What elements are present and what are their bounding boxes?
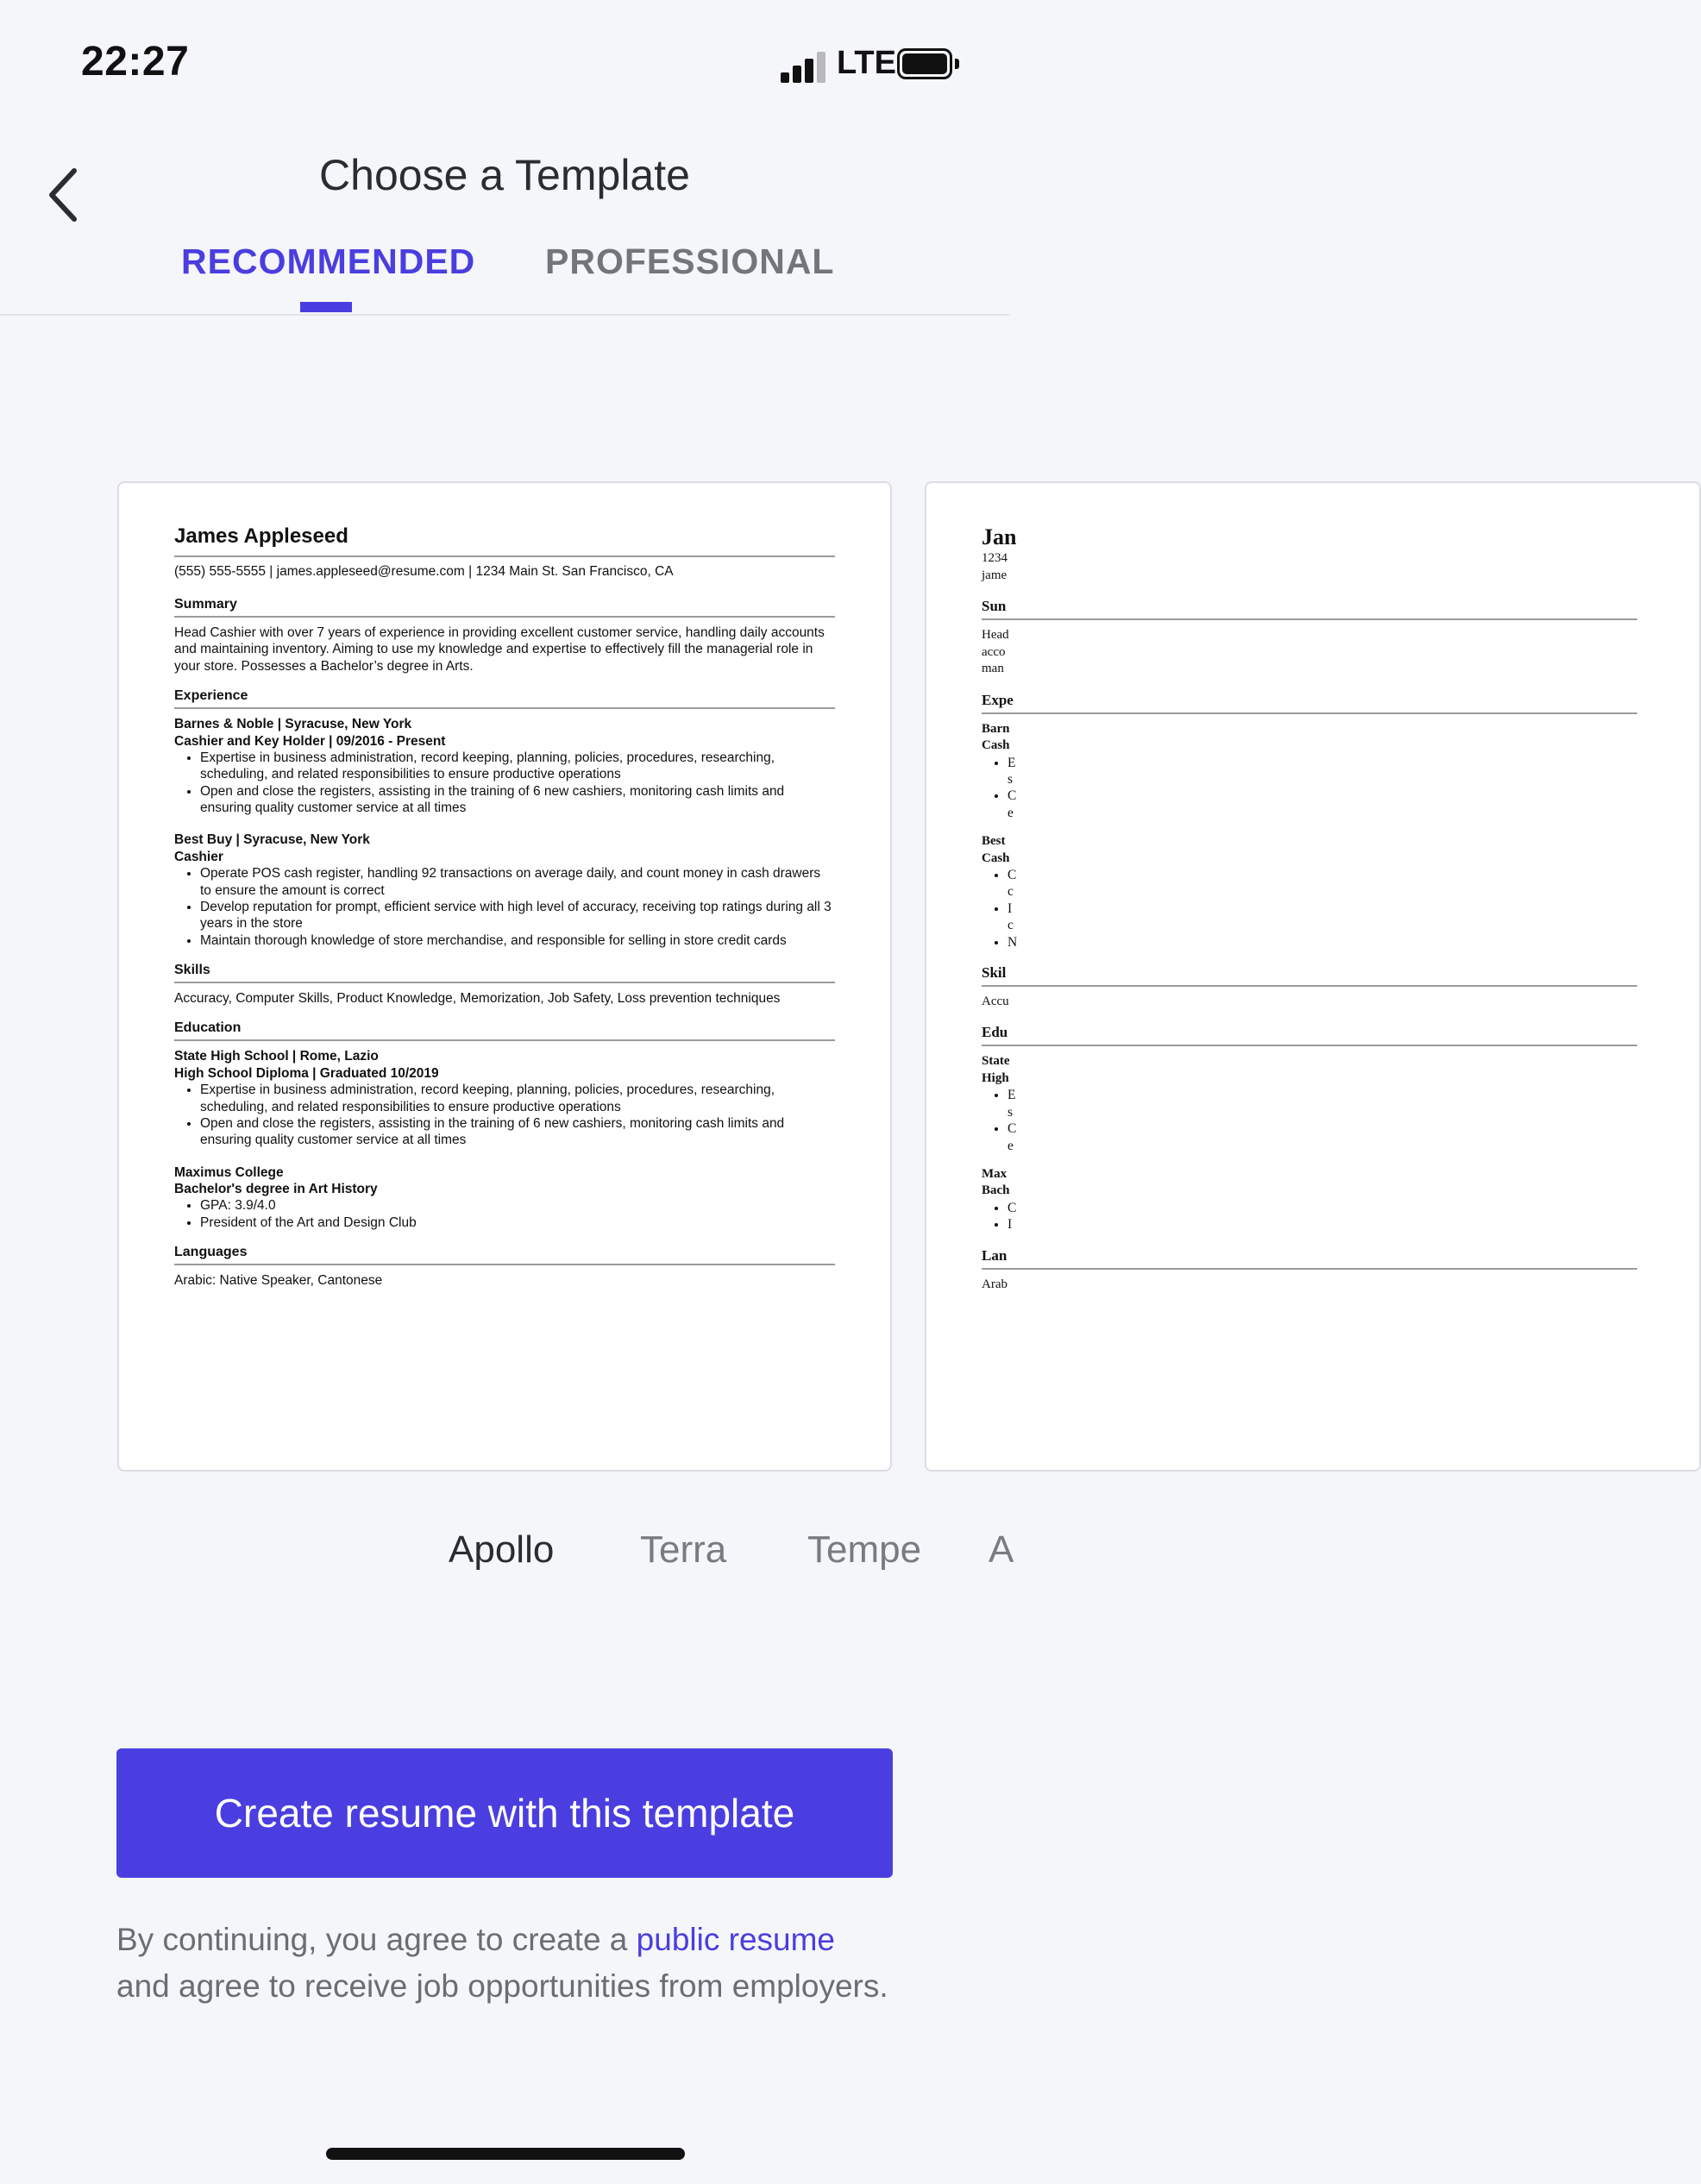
list-item: s bbox=[1007, 1104, 1014, 1120]
template-name-selector bbox=[0, 1528, 1014, 1589]
list-item: c bbox=[1007, 884, 1014, 900]
template-name-apollo[interactable]: Apollo bbox=[449, 1528, 555, 1571]
template-name-terra[interactable]: Terra bbox=[640, 1528, 727, 1571]
list-item: • I bbox=[1007, 901, 1637, 917]
resume-section-heading: Experience bbox=[174, 688, 248, 704]
tab-recommended[interactable]: RECOMMENDED bbox=[181, 242, 476, 281]
resume-contact: jame bbox=[982, 568, 1007, 582]
list-item: • Develop reputation for prompt, efficient service with high level of accuracy, receiving top ratings during all 3 years in the store bbox=[200, 899, 835, 932]
resume-section-heading: Skil bbox=[982, 963, 1007, 981]
resume-section-heading: Sun bbox=[982, 598, 1007, 614]
resume-job-role: Cash bbox=[982, 850, 1010, 865]
resume-job-company: Best Buy | Syracuse, New York bbox=[174, 832, 370, 848]
resume-section-heading: Languages bbox=[174, 1245, 248, 1260]
template-preview-card-terra[interactable] bbox=[925, 481, 1701, 1472]
resume-job-role: Cash bbox=[982, 738, 1010, 752]
resume-skills: Accu bbox=[982, 994, 1009, 1008]
tab-professional[interactable]: PROFESSIONAL bbox=[545, 242, 835, 281]
disclaimer-suffix: and agree to receive job opportunities from employers. bbox=[116, 1968, 888, 2004]
resume-degree: Bachelor's degree in Art History bbox=[174, 1182, 378, 1196]
battery-icon bbox=[897, 48, 959, 79]
list-item: • C bbox=[1007, 1200, 1637, 1216]
header bbox=[0, 121, 1009, 316]
list-item: • I bbox=[1007, 1216, 1637, 1233]
resume-job-role: Cashier bbox=[174, 849, 223, 864]
resume-section-heading: Lan bbox=[982, 1246, 1007, 1264]
template-preview-card-apollo[interactable] bbox=[117, 481, 892, 1472]
list-item: • E bbox=[1007, 1087, 1637, 1103]
list-item: • Expertise in business administration, record keeping, planning, policies, procedures, researching, scheduling, and related responsibilities to ensure productive operations bbox=[200, 750, 835, 783]
resume-languages: Arab bbox=[982, 1277, 1007, 1291]
resume-job-company: Barnes & Noble | Syracuse, New York bbox=[174, 717, 412, 732]
list-item: • N bbox=[1007, 934, 1637, 951]
list-item: • E bbox=[1007, 755, 1637, 771]
list-item: • C bbox=[1007, 1120, 1637, 1137]
resume-school: State High School | Rome, Lazio bbox=[174, 1049, 379, 1064]
resume-section-heading: Education bbox=[174, 1020, 242, 1036]
list-item: c bbox=[1007, 918, 1014, 933]
resume-contact: (555) 555-5555 | james.appleseed@resume.com | 1234 Main St. San Francisco, CA bbox=[174, 564, 674, 579]
network-type-label: LTE bbox=[837, 45, 896, 81]
resume-degree: High School Diploma | Graduated 10/2019 bbox=[174, 1065, 439, 1081]
resume-preview bbox=[174, 524, 835, 1290]
resume-section-heading: Edu bbox=[982, 1024, 1008, 1041]
list-item: • C bbox=[1007, 788, 1637, 804]
resume-section-heading: Summary bbox=[174, 597, 237, 612]
resume-school: State bbox=[982, 1054, 1010, 1069]
resume-languages: Arabic: Native Speaker, Cantonese bbox=[174, 1273, 383, 1289]
cellular-signal-icon bbox=[781, 52, 825, 83]
disclaimer-prefix: By continuing, you agree to create a bbox=[116, 1922, 637, 1957]
resume-section-heading: Expe bbox=[982, 691, 1014, 708]
resume-job-role: Cashier and Key Holder | 09/2016 - Present bbox=[174, 733, 446, 749]
template-name-next[interactable]: A bbox=[989, 1528, 1014, 1571]
list-item: • Expertise in business administration, record keeping, planning, policies, procedures, researching, scheduling, and related responsibilities to ensure productive operations bbox=[200, 1082, 835, 1115]
template-carousel[interactable] bbox=[0, 481, 1018, 1473]
resume-degree: High bbox=[982, 1070, 1009, 1085]
resume-summary: Head Cashier with over 7 years of experience in providing excellent customer service, handling daily accounts and maintaining inventory. Aiming to use my knowledge and expertise to effectively fill the managerial role in your store. Possesses a Bachelor’s degree in Arts. bbox=[174, 625, 825, 674]
list-item: e bbox=[1007, 805, 1014, 820]
list-item: • President of the Art and Design Club bbox=[200, 1214, 835, 1231]
resume-school: Max bbox=[982, 1166, 1007, 1181]
status-bar bbox=[0, 0, 1009, 121]
resume-school: Maximus College bbox=[174, 1164, 284, 1180]
list-item: • Maintain thorough knowledge of store merchandise, and responsible for selling in store credit cards bbox=[200, 932, 835, 949]
list-item: • Open and close the registers, assisting in the training of 6 new cashiers, monitoring cash limits and ensuring quality customer service at all times bbox=[200, 783, 835, 817]
template-name-tempe[interactable]: Tempe bbox=[807, 1528, 922, 1571]
resume-degree: Bach bbox=[982, 1183, 1010, 1198]
resume-name: James Appleseed bbox=[174, 524, 348, 548]
resume-section-heading: Skills bbox=[174, 963, 210, 977]
resume-summary: acco bbox=[982, 644, 1006, 659]
list-item: • Operate POS cash register, handling 92 transactions on average daily, and count money in cash drawers to ensure the amount is correct bbox=[200, 865, 835, 899]
resume-job-company: Barn bbox=[982, 721, 1010, 736]
resume-summary: man bbox=[982, 662, 1004, 675]
resume-skills: Accuracy, Computer Skills, Product Knowledge, Memorization, Job Safety, Loss prevention techniques bbox=[174, 991, 781, 1006]
resume-summary: Head bbox=[982, 628, 1009, 642]
resume-job-company: Best bbox=[982, 834, 1006, 848]
active-tab-indicator bbox=[300, 302, 352, 312]
list-item: • GPA: 3.9/4.0 bbox=[200, 1197, 835, 1214]
list-item: • Open and close the registers, assisting in the training of 6 new cashiers, monitoring cash limits and ensuring quality customer service at all times bbox=[200, 1115, 835, 1149]
create-resume-button[interactable]: Create resume with this template bbox=[116, 1748, 893, 1878]
home-indicator[interactable] bbox=[326, 2148, 685, 2160]
status-time: 22:27 bbox=[81, 39, 190, 85]
resume-contact: 1234 bbox=[982, 551, 1007, 565]
list-item: • C bbox=[1007, 867, 1637, 883]
page-title: Choose a Template bbox=[319, 151, 690, 199]
resume-preview-partial bbox=[982, 524, 1637, 1293]
list-item: e bbox=[1007, 1138, 1014, 1153]
resume-name: Jan bbox=[982, 524, 1017, 549]
list-item: s bbox=[1007, 771, 1014, 787]
disclaimer-text bbox=[116, 1917, 893, 2010]
public-resume-link[interactable]: public resume bbox=[636, 1922, 836, 1957]
